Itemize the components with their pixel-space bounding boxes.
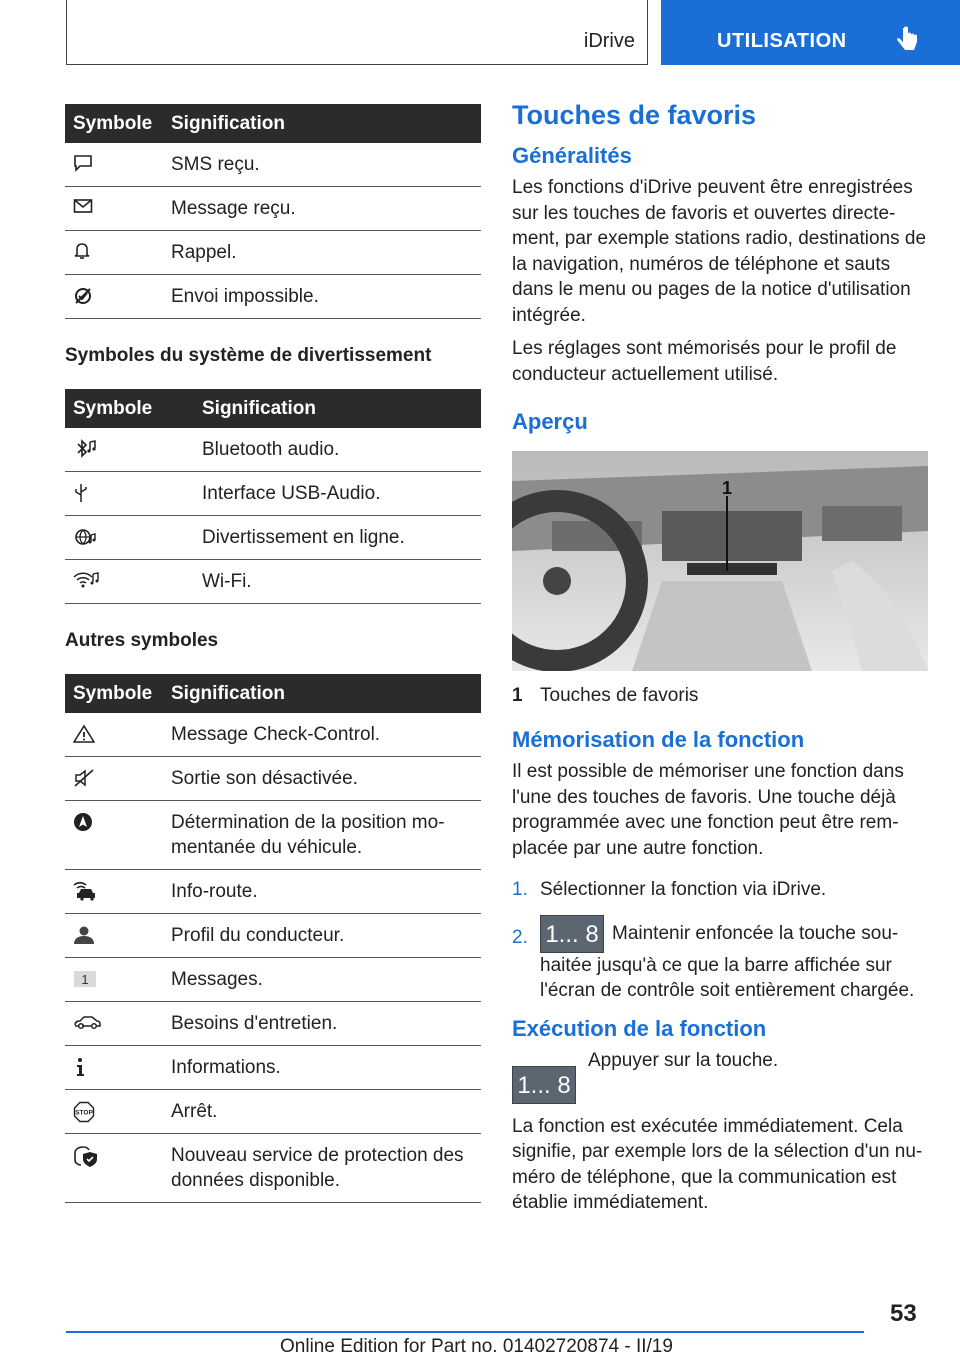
page-number: 53: [890, 1300, 917, 1327]
profile-paragraph: Les réglages sont mémorisés pour le profil de conducteur actuellement utilisé.: [512, 338, 897, 385]
header-chapter-label: UTILISATION: [717, 30, 847, 52]
favorite-key-image: 1... 8: [540, 915, 604, 953]
speech-bubble-icon: [73, 154, 93, 172]
col-header-meaning: Signification: [163, 674, 481, 713]
table-row: [65, 143, 481, 187]
bell-icon: [73, 242, 91, 260]
row-text: Sortie son désactivée.: [163, 757, 481, 801]
row-text: Message reçu.: [163, 187, 481, 231]
table-row: [65, 757, 481, 801]
col-header-symbol: Symbole: [65, 674, 163, 713]
list-item: [512, 915, 928, 1004]
svg-text:1: 1: [81, 972, 89, 987]
row-text: Info-route.: [163, 870, 481, 914]
row-text: Envoi impossible.: [163, 275, 481, 319]
envelope-icon: [73, 198, 93, 214]
table-row: [65, 275, 481, 319]
row-text: Nouveau service de protection des données disponible.: [163, 1134, 481, 1203]
table-row: [65, 914, 481, 958]
exec-key-row: [512, 1048, 928, 1104]
table-row: [65, 801, 481, 870]
table-row: [65, 428, 481, 472]
section-title-other: Autres symboles: [65, 630, 219, 651]
legend-number: 1: [512, 685, 523, 706]
info-icon: [73, 1057, 87, 1077]
row-text: Divertissement en ligne.: [194, 516, 481, 560]
header-section-box: [66, 0, 648, 65]
svg-text:STOP: STOP: [75, 1109, 93, 1117]
table-row: [65, 1046, 481, 1090]
row-text: Détermination de la position momentanée du véhicule.: [163, 801, 481, 870]
table-row: [65, 1090, 481, 1134]
photo-callout-number: 1: [721, 478, 733, 498]
warning-triangle-icon: [73, 724, 95, 744]
favorite-key-image: 1... 8: [512, 1066, 576, 1104]
exec-paragraph: La fonction est exécutée immédiatement. Cela signifie, par exemple lors de la sélection d'un numéro de téléphone, que la communication est établie immédiatement.: [512, 1115, 923, 1213]
overview-heading: Aperçu: [512, 409, 588, 434]
symbol-tables-column: [65, 104, 481, 1203]
dashboard-illustration: [512, 451, 928, 671]
row-text: Profil du conducteur.: [163, 914, 481, 958]
exec-heading: Exécution de la fonction: [512, 1015, 767, 1041]
memo-steps: [512, 877, 928, 1004]
traffic-info-icon: [73, 881, 99, 901]
row-text: Messages.: [163, 958, 481, 1002]
row-text: Rappel.: [163, 231, 481, 275]
bluetooth-audio-icon: [73, 439, 97, 459]
wifi-music-icon: [73, 571, 99, 591]
driver-profile-icon: [73, 925, 95, 945]
position-arrow-icon: [73, 812, 93, 832]
step-number: 2.: [512, 926, 528, 948]
memo-heading: Mémorisation de la fonction: [512, 727, 805, 752]
data-protection-icon: [73, 1145, 99, 1167]
general-paragraph: Les fonctions d'iDrive peuvent être enregistrées sur les touches de favoris et ouvertes directement, par exemple stations radio, destinations de la navigation, numéros de téléphone et sauts dans le menu ou pages de la notice d'utilisation intégrée.: [512, 177, 927, 326]
header-section-label: iDrive: [583, 30, 635, 52]
step-text: Sélectionner la fonction via iDrive.: [540, 879, 827, 900]
list-item: [512, 877, 928, 903]
table-row: [65, 516, 481, 560]
memo-paragraph: Il est possible de mémoriser une fonction dans l'une des touches de favoris. Une touche déjà programmée avec une fonction peut être remplacée par une autre fonction.: [512, 761, 904, 859]
general-heading: Généralités: [512, 143, 632, 168]
step-text: Maintenir enfoncée la touche souhaitée jusqu'à ce que la barre affichée sur l'écran de contrôle soit entièrement chargée.: [540, 922, 915, 1001]
photo-legend: [512, 685, 928, 707]
footer-divider: [66, 1331, 864, 1333]
step-content: [540, 915, 928, 1004]
row-text: Informations.: [163, 1046, 481, 1090]
row-text: Wi-Fi.: [194, 560, 481, 604]
dashboard-photo: [512, 451, 928, 671]
online-entertainment-icon: [73, 527, 97, 547]
row-text: SMS reçu.: [163, 143, 481, 187]
col-header-symbol: Symbole: [65, 389, 194, 428]
col-header-meaning: Signification: [194, 389, 481, 428]
footer-edition: Online Edition for Part no. 01402720874 - II/19: [280, 1336, 673, 1357]
col-header-symbol: Symbole: [65, 104, 163, 143]
page-title: Touches de favoris: [512, 100, 757, 130]
legend-text: Touches de favoris: [540, 685, 699, 706]
step-number: 1.: [512, 879, 528, 900]
car-service-icon: [73, 1013, 101, 1031]
section-title-entertainment: Symboles du système de divertissement: [65, 345, 432, 366]
row-text: Bluetooth audio.: [194, 428, 481, 472]
row-text: Interface USB-Audio.: [194, 472, 481, 516]
table-row: [65, 1134, 481, 1203]
header-chapter-box: [661, 0, 960, 65]
table-row: [65, 958, 481, 1002]
stop-icon: [73, 1101, 95, 1123]
usb-icon: [73, 483, 89, 503]
send-failed-icon: [73, 286, 93, 306]
table-row: [65, 560, 481, 604]
row-text: Message Check-Control.: [163, 713, 481, 757]
row-text: Arrêt.: [163, 1090, 481, 1134]
favorites-column: [512, 100, 928, 1224]
messages-count-icon: [73, 969, 97, 989]
entertainment-symbol-table: [65, 389, 481, 604]
exec-text: Appuyer sur la touche.: [588, 1049, 779, 1071]
table-row: [65, 231, 481, 275]
table-row: [65, 1002, 481, 1046]
other-symbol-table: [65, 674, 481, 1203]
messages-symbol-table: [65, 104, 481, 319]
row-text: Besoins d'entretien.: [163, 1002, 481, 1046]
table-row: [65, 187, 481, 231]
hand-pointer-icon: [897, 26, 919, 54]
col-header-meaning: Signification: [163, 104, 481, 143]
table-row: [65, 870, 481, 914]
table-row: [65, 472, 481, 516]
table-row: [65, 713, 481, 757]
speaker-muted-icon: [73, 768, 95, 788]
